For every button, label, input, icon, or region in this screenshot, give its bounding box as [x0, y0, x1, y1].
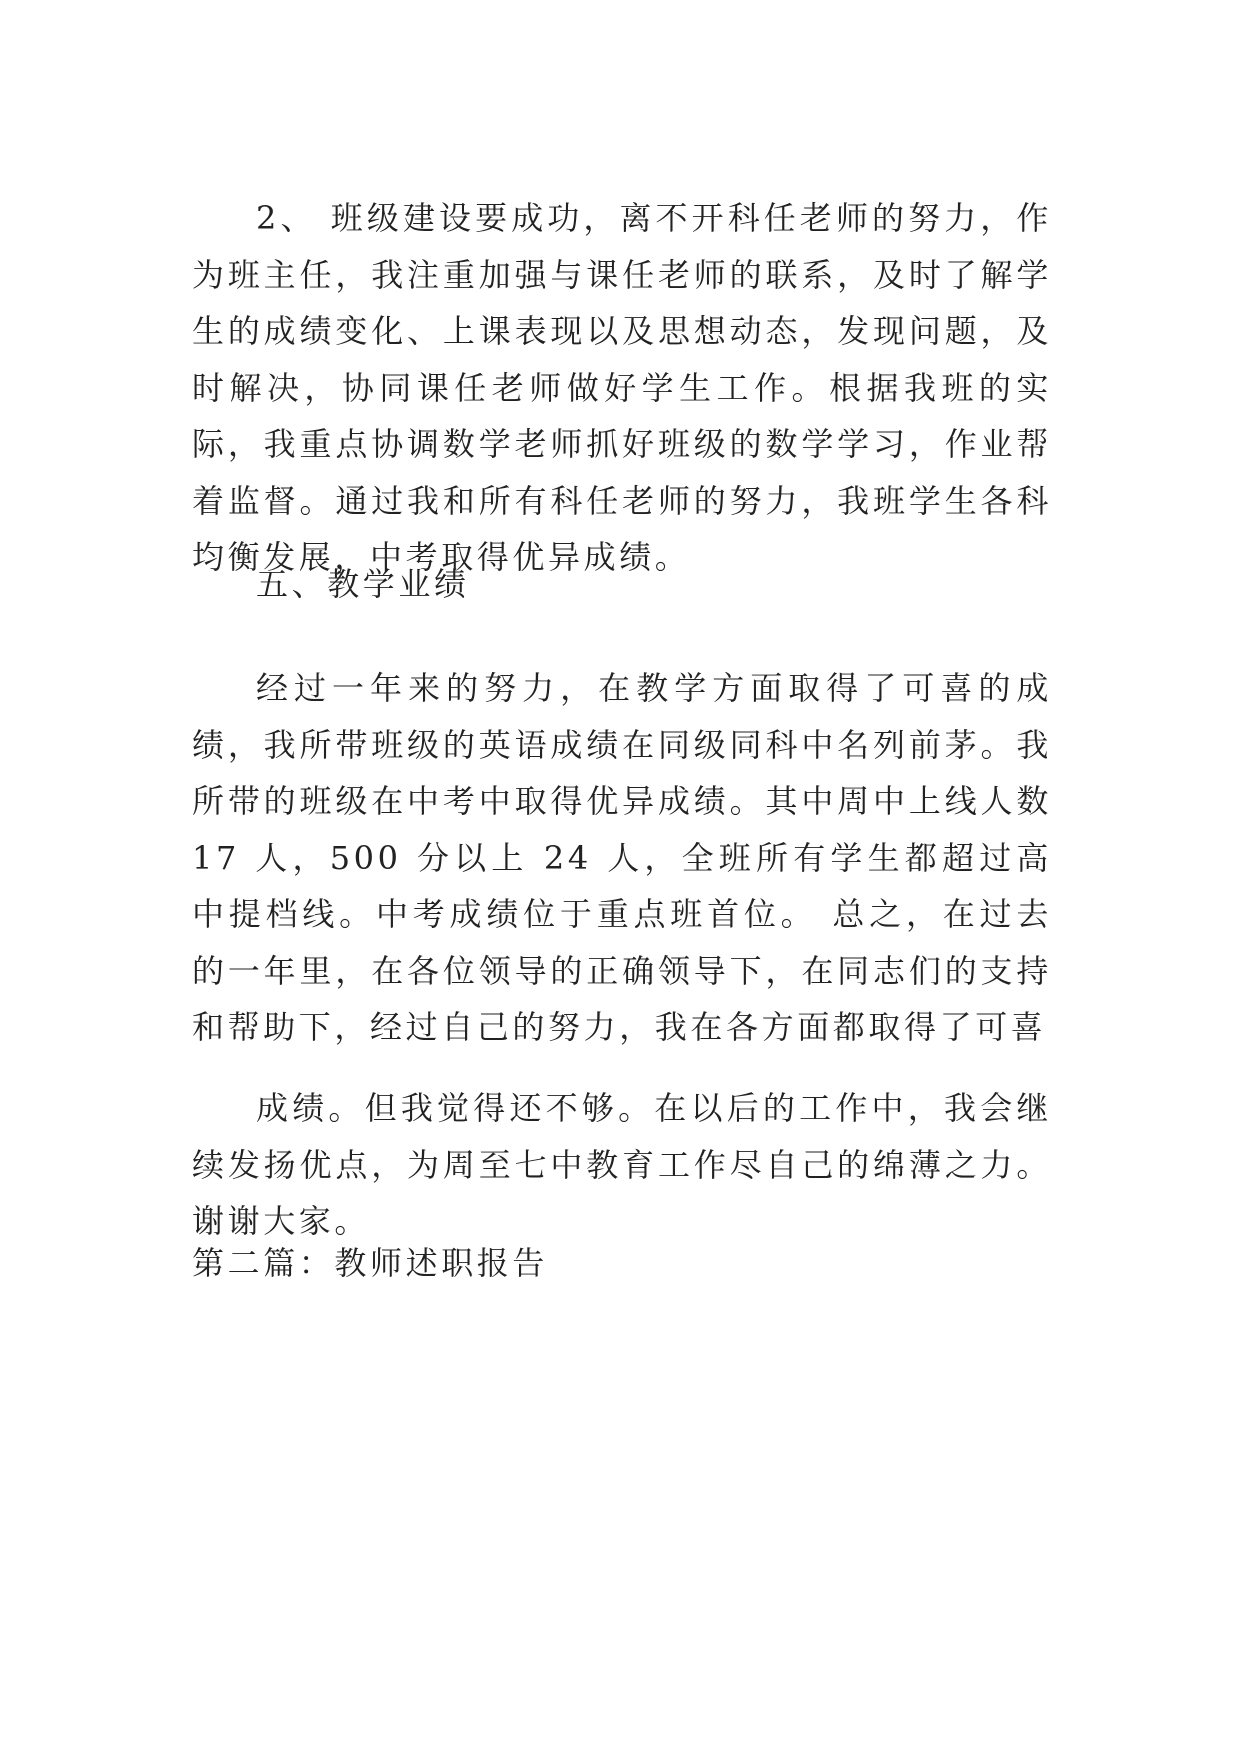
- paragraph-teaching-results: 经过一年来的努力，在教学方面取得了可喜的成绩，我所带班级的英语成绩在同级同科中名列前茅。我所带的班级在中考中取得优异成绩。其中周中上线人数 17 人，500 分以上 24 人，全班所有学生都超过高中提档线。中考成绩位于重点班首位。 总之，在过去的一年里，在各位领导的正确领导下，在同志们的支持和帮助下，经过自己的努力，我在各方面都取得了可喜: [192, 669, 1052, 1046]
- paragraph-closing: 成绩。但我觉得还不够。在以后的工作中，我会继续发扬优点，为周至七中教育工作尽自己的绵薄之力。谢谢大家。: [192, 1089, 1052, 1240]
- paragraph-class-building: 2、 班级建设要成功，离不开科任老师的努力，作为班主任，我注重加强与课任老师的联系，及时了解学生的成绩变化、上课表现以及思想动态，发现问题，及时解决，协同课任老师做好学生工作。根据我班的实际，我重点协调数学老师抓好班级的数学学习，作业帮着监督。通过我和所有科任老师的努力，我班学生各科均衡发展，中考取得优异成绩。: [192, 199, 1052, 576]
- chapter-title: 第二篇：教师述职报告: [192, 1244, 549, 1282]
- section-heading-teaching-results: 五、教学业绩: [256, 565, 470, 603]
